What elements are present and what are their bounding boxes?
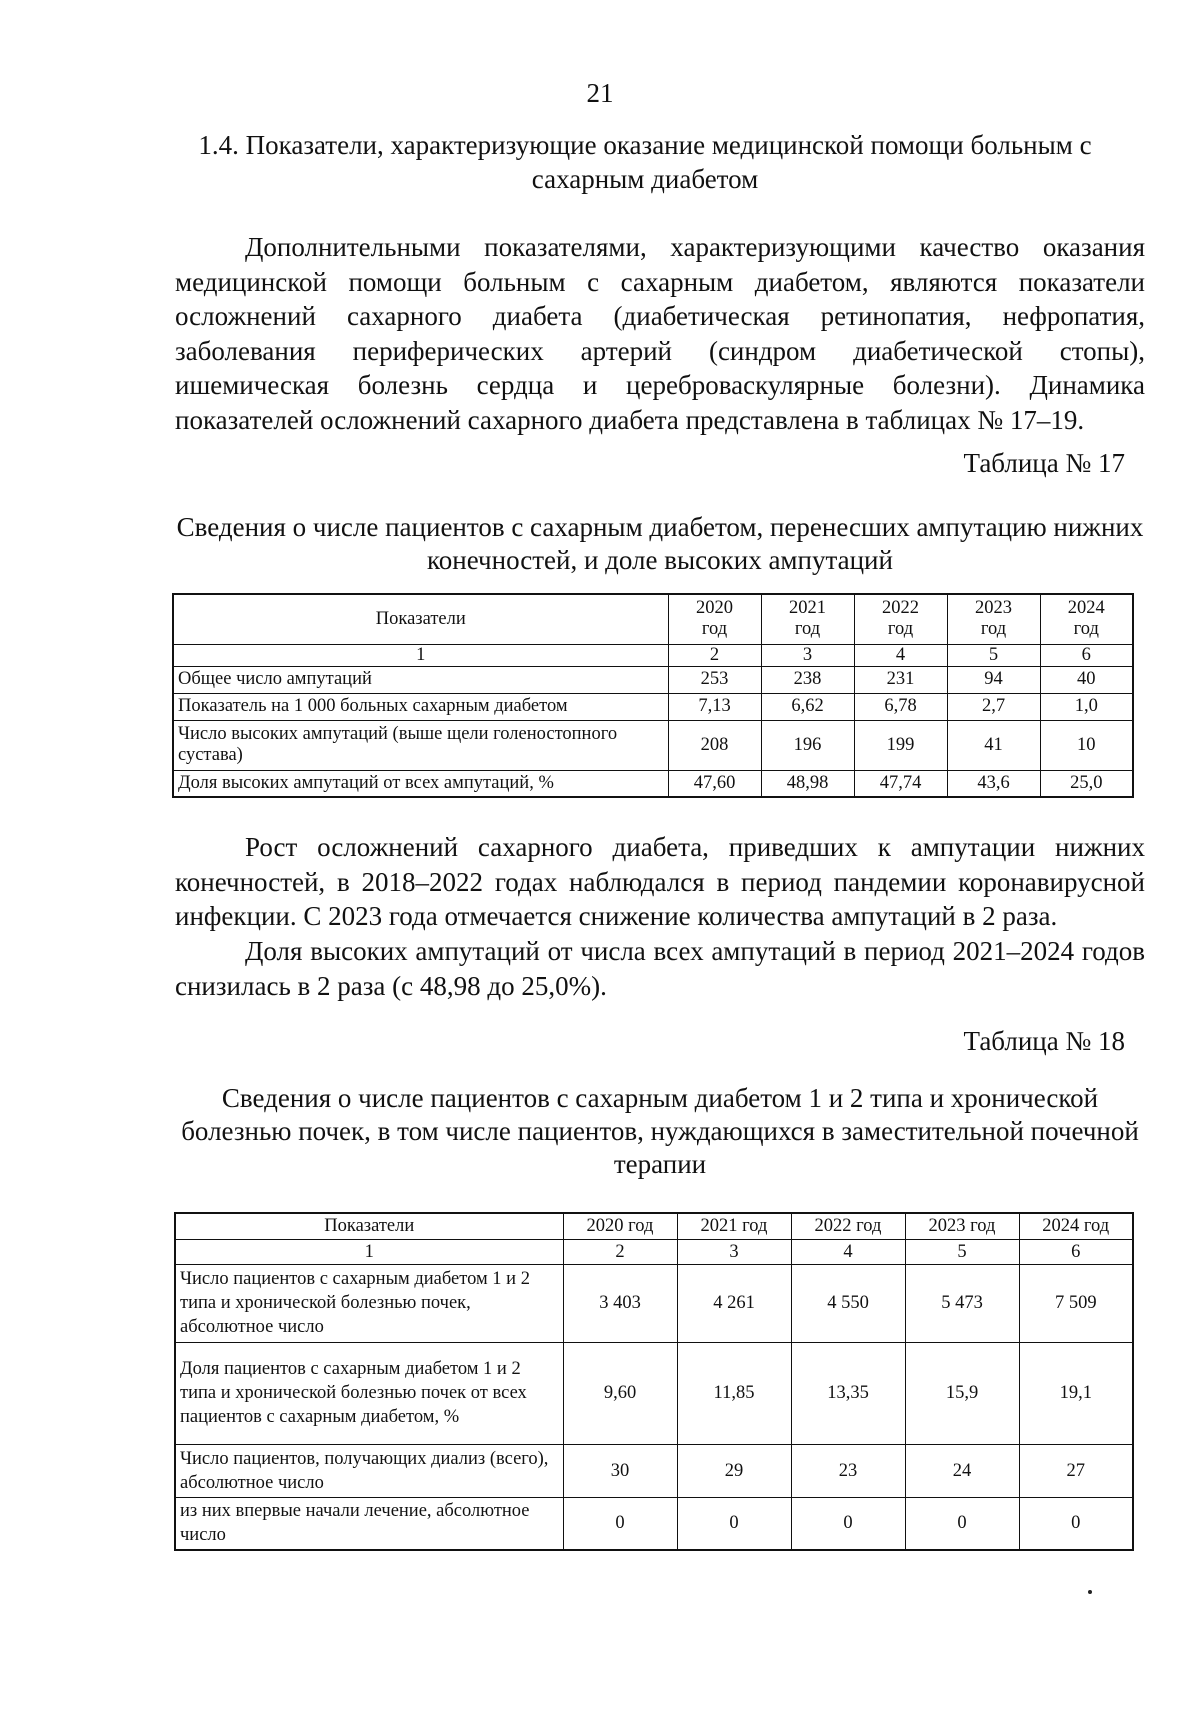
header-year: 2020 год xyxy=(563,1213,677,1239)
col-number: 5 xyxy=(905,1239,1019,1264)
row-label: Число высоких ампутаций (выше щели голеностопного сустава) xyxy=(173,720,668,770)
growth-paragraph: Рост осложнений сахарного диабета, приведших к ампутации нижних конечностей, в 2018–2022 годах наблюдался в период пандемии коронавирусной инфекции. С 2023 года отмечается снижение количества ампутаций в 2 раза. xyxy=(175,832,1145,931)
header-year: 2022 год xyxy=(854,594,947,644)
col-number: 6 xyxy=(1019,1239,1133,1264)
cell-value: 41 xyxy=(947,720,1040,770)
table-row xyxy=(175,1342,1133,1444)
cell-value: 24 xyxy=(905,1444,1019,1497)
table18-label: Таблица № 18 xyxy=(963,1026,1125,1056)
cell-value: 253 xyxy=(668,666,761,693)
cell-value: 0 xyxy=(791,1497,905,1550)
cell-value: 0 xyxy=(1019,1497,1133,1550)
cell-value: 13,35 xyxy=(791,1342,905,1444)
table-header-row xyxy=(175,1213,1133,1239)
col-number: 4 xyxy=(854,644,947,666)
amputations-table xyxy=(172,593,1134,798)
header-year: 2021 год xyxy=(761,594,854,644)
col-number: 1 xyxy=(175,1239,563,1264)
page-number: 21 xyxy=(586,78,614,108)
cell-value: 47,60 xyxy=(668,770,761,797)
cell-value: 238 xyxy=(761,666,854,693)
scan-speck xyxy=(1088,1590,1092,1594)
row-label: Показатель на 1 000 больных сахарным диабетом xyxy=(173,693,668,720)
col-number: 3 xyxy=(761,644,854,666)
cell-value: 0 xyxy=(563,1497,677,1550)
row-label: Число пациентов с сахарным диабетом 1 и 2 типа и хронической болезнью почек, абсолютное число xyxy=(175,1264,563,1342)
cell-value: 5 473 xyxy=(905,1264,1019,1342)
column-number-row xyxy=(175,1239,1133,1264)
header-year: 2022 год xyxy=(791,1213,905,1239)
col-number: 4 xyxy=(791,1239,905,1264)
cell-value: 11,85 xyxy=(677,1342,791,1444)
col-number: 3 xyxy=(677,1239,791,1264)
table-row xyxy=(175,1264,1133,1342)
cell-value: 208 xyxy=(668,720,761,770)
table-row xyxy=(175,1497,1133,1550)
cell-value: 7,13 xyxy=(668,693,761,720)
cell-value: 47,74 xyxy=(854,770,947,797)
share-paragraph: Доля высоких ампутаций от числа всех ампутаций в период 2021–2024 годов снизилась в 2 раза (с 48,98 до 25,0%). xyxy=(175,936,1145,1001)
cell-value: 6,78 xyxy=(854,693,947,720)
cell-value: 10 xyxy=(1040,720,1133,770)
cell-value: 48,98 xyxy=(761,770,854,797)
cell-value: 19,1 xyxy=(1019,1342,1133,1444)
row-label: Число пациентов, получающих диализ (всего), абсолютное число xyxy=(175,1444,563,1497)
header-year: 2020 год xyxy=(668,594,761,644)
cell-value: 199 xyxy=(854,720,947,770)
cell-value: 7 509 xyxy=(1019,1264,1133,1342)
col-number: 5 xyxy=(947,644,1040,666)
row-label: Доля пациентов с сахарным диабетом 1 и 2 типа и хронической болезнью почек от всех пациентов с сахарным диабетом, % xyxy=(175,1342,563,1444)
cell-value: 4 550 xyxy=(791,1264,905,1342)
cell-value: 43,6 xyxy=(947,770,1040,797)
table17-caption: Сведения о числе пациентов с сахарным диабетом, перенесших ампутацию нижних конечностей, и доле высоких ампутаций xyxy=(176,512,1144,575)
cell-value: 6,62 xyxy=(761,693,854,720)
table-row xyxy=(173,693,1133,720)
cell-value: 196 xyxy=(761,720,854,770)
table-row xyxy=(173,666,1133,693)
header-year: 2021 год xyxy=(677,1213,791,1239)
col-number: 2 xyxy=(563,1239,677,1264)
cell-value: 40 xyxy=(1040,666,1133,693)
cell-value: 15,9 xyxy=(905,1342,1019,1444)
cell-value: 94 xyxy=(947,666,1040,693)
section-heading: 1.4. Показатели, характеризующие оказание медицинской помощи больным с сахарным диабетом xyxy=(198,130,1092,194)
cell-value: 231 xyxy=(854,666,947,693)
cell-value: 4 261 xyxy=(677,1264,791,1342)
cell-value: 9,60 xyxy=(563,1342,677,1444)
cell-value: 27 xyxy=(1019,1444,1133,1497)
header-year: 2023 год xyxy=(905,1213,1019,1239)
col-number: 6 xyxy=(1040,644,1133,666)
table-row xyxy=(175,1444,1133,1497)
kidney-disease-table xyxy=(174,1212,1134,1551)
cell-value: 3 403 xyxy=(563,1264,677,1342)
intro-paragraph: Дополнительными показателями, характеризующими качество оказания медицинской помощи больным с сахарным диабетом, являются показатели осложнений сахарного диабета (диабетическая ретинопатия, нефропатия, заболевания периферических артерий (синдром диабетической стопы), ишемическая болезнь сердца и цереброваскулярные болезни). Динамика показателей осложнений сахарного диабета представлена в таблицах № 17–19. xyxy=(175,232,1145,435)
column-number-row xyxy=(173,644,1133,666)
cell-value: 30 xyxy=(563,1444,677,1497)
table-row xyxy=(173,770,1133,797)
header-year: 2024 год xyxy=(1019,1213,1133,1239)
col-number: 2 xyxy=(668,644,761,666)
cell-value: 25,0 xyxy=(1040,770,1133,797)
cell-value: 2,7 xyxy=(947,693,1040,720)
header-year: 2024 год xyxy=(1040,594,1133,644)
table17-label: Таблица № 17 xyxy=(963,448,1125,478)
header-indicators: Показатели xyxy=(173,594,668,644)
header-year: 2023 год xyxy=(947,594,1040,644)
row-label: из них впервые начали лечение, абсолютное число xyxy=(175,1497,563,1550)
row-label: Общее число ампутаций xyxy=(173,666,668,693)
header-indicators: Показатели xyxy=(175,1213,563,1239)
cell-value: 0 xyxy=(677,1497,791,1550)
cell-value: 23 xyxy=(791,1444,905,1497)
row-label: Доля высоких ампутаций от всех ампутаций, % xyxy=(173,770,668,797)
table18-caption: Сведения о числе пациентов с сахарным диабетом 1 и 2 типа и хронической болезнью почек, в том числе пациентов, нуждающихся в заместительной почечной терапии xyxy=(181,1083,1139,1179)
col-number: 1 xyxy=(173,644,668,666)
table-header-row xyxy=(173,594,1133,644)
cell-value: 29 xyxy=(677,1444,791,1497)
table-row xyxy=(173,720,1133,770)
cell-value: 1,0 xyxy=(1040,693,1133,720)
cell-value: 0 xyxy=(905,1497,1019,1550)
